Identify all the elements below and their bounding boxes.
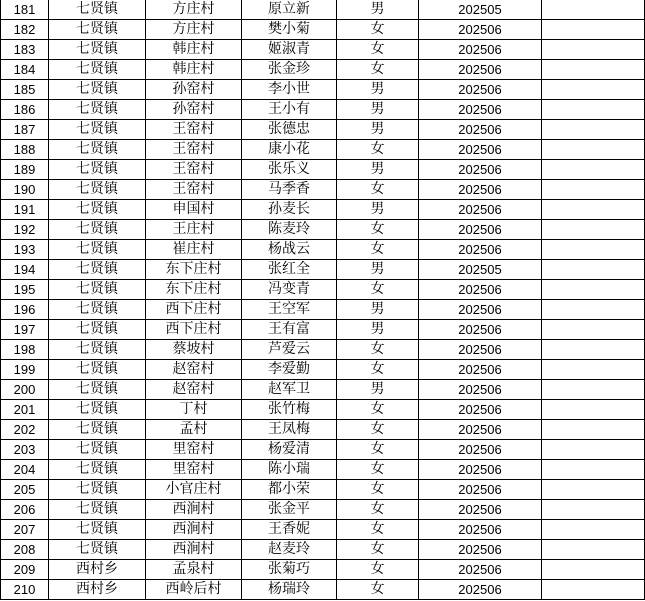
row-number-cell: 209 — [1, 560, 49, 580]
village-cell: 西下庄村 — [146, 300, 242, 320]
gender-cell: 女 — [337, 480, 419, 500]
row-number-cell: 210 — [1, 580, 49, 600]
village-cell: 韩庄村 — [146, 40, 242, 60]
gender-cell: 女 — [337, 60, 419, 80]
village-cell: 孟村 — [146, 420, 242, 440]
row-number-cell: 196 — [1, 300, 49, 320]
empty-cell — [542, 120, 645, 140]
empty-cell — [542, 460, 645, 480]
period-cell: 202506 — [419, 160, 542, 180]
village-cell: 王窑村 — [146, 120, 242, 140]
gender-cell: 女 — [337, 220, 419, 240]
empty-cell — [542, 360, 645, 380]
table-row — [1, 220, 645, 240]
town-cell: 七贤镇 — [49, 420, 146, 440]
name-cell: 张乐义 — [242, 160, 337, 180]
village-cell: 西涧村 — [146, 520, 242, 540]
name-cell: 王香妮 — [242, 520, 337, 540]
table-row — [1, 480, 645, 500]
village-cell: 申国村 — [146, 200, 242, 220]
empty-cell — [542, 100, 645, 120]
village-cell: 西涧村 — [146, 500, 242, 520]
period-cell: 202506 — [419, 580, 542, 600]
row-number-cell: 194 — [1, 260, 49, 280]
table-row — [1, 0, 645, 20]
row-number-cell: 202 — [1, 420, 49, 440]
town-cell: 七贤镇 — [49, 400, 146, 420]
empty-cell — [542, 260, 645, 280]
row-number-cell: 183 — [1, 40, 49, 60]
table-row — [1, 180, 645, 200]
gender-cell: 女 — [337, 520, 419, 540]
name-cell: 赵军卫 — [242, 380, 337, 400]
empty-cell — [542, 420, 645, 440]
village-cell: 东下庄村 — [146, 260, 242, 280]
town-cell: 七贤镇 — [49, 20, 146, 40]
period-cell: 202506 — [419, 380, 542, 400]
village-cell: 方庄村 — [146, 20, 242, 40]
town-cell: 七贤镇 — [49, 40, 146, 60]
gender-cell: 男 — [337, 80, 419, 100]
period-cell: 202506 — [419, 560, 542, 580]
name-cell: 李小世 — [242, 80, 337, 100]
period-cell: 202505 — [419, 0, 542, 20]
village-cell: 孙窑村 — [146, 80, 242, 100]
table-row — [1, 40, 645, 60]
table-row — [1, 440, 645, 460]
name-cell: 王凤梅 — [242, 420, 337, 440]
period-cell: 202506 — [419, 200, 542, 220]
name-cell: 张金平 — [242, 500, 337, 520]
village-cell: 王庄村 — [146, 220, 242, 240]
town-cell: 七贤镇 — [49, 300, 146, 320]
gender-cell: 女 — [337, 500, 419, 520]
empty-cell — [542, 320, 645, 340]
table-row — [1, 120, 645, 140]
village-cell: 王窑村 — [146, 160, 242, 180]
empty-cell — [542, 140, 645, 160]
period-cell: 202506 — [419, 40, 542, 60]
gender-cell: 女 — [337, 340, 419, 360]
town-cell: 七贤镇 — [49, 120, 146, 140]
town-cell: 七贤镇 — [49, 220, 146, 240]
period-cell: 202506 — [419, 300, 542, 320]
name-cell: 樊小菊 — [242, 20, 337, 40]
table-row — [1, 320, 645, 340]
row-number-cell: 201 — [1, 400, 49, 420]
town-cell: 七贤镇 — [49, 160, 146, 180]
name-cell: 马季香 — [242, 180, 337, 200]
town-cell: 七贤镇 — [49, 140, 146, 160]
period-cell: 202506 — [419, 220, 542, 240]
name-cell: 张红全 — [242, 260, 337, 280]
row-number-cell: 205 — [1, 480, 49, 500]
table-row — [1, 100, 645, 120]
gender-cell: 男 — [337, 320, 419, 340]
table-row — [1, 420, 645, 440]
gender-cell: 女 — [337, 40, 419, 60]
row-number-cell: 189 — [1, 160, 49, 180]
row-number-cell: 200 — [1, 380, 49, 400]
empty-cell — [542, 40, 645, 60]
gender-cell: 男 — [337, 200, 419, 220]
empty-cell — [542, 440, 645, 460]
name-cell: 张金珍 — [242, 60, 337, 80]
table-row — [1, 500, 645, 520]
row-number-cell: 184 — [1, 60, 49, 80]
empty-cell — [542, 220, 645, 240]
empty-cell — [542, 400, 645, 420]
gender-cell: 女 — [337, 180, 419, 200]
village-cell: 里窑村 — [146, 460, 242, 480]
period-cell: 202506 — [419, 120, 542, 140]
name-cell: 王小有 — [242, 100, 337, 120]
village-cell: 孟泉村 — [146, 560, 242, 580]
gender-cell: 男 — [337, 260, 419, 280]
town-cell: 七贤镇 — [49, 0, 146, 20]
town-cell: 七贤镇 — [49, 240, 146, 260]
row-number-cell: 186 — [1, 100, 49, 120]
name-cell: 陈麦玲 — [242, 220, 337, 240]
empty-cell — [542, 500, 645, 520]
empty-cell — [542, 520, 645, 540]
row-number-cell: 182 — [1, 20, 49, 40]
table-row — [1, 240, 645, 260]
table-row — [1, 400, 645, 420]
row-number-cell: 195 — [1, 280, 49, 300]
village-cell: 方庄村 — [146, 0, 242, 20]
period-cell: 202506 — [419, 520, 542, 540]
gender-cell: 女 — [337, 460, 419, 480]
town-cell: 七贤镇 — [49, 280, 146, 300]
town-cell: 七贤镇 — [49, 200, 146, 220]
row-number-cell: 191 — [1, 200, 49, 220]
town-cell: 七贤镇 — [49, 320, 146, 340]
gender-cell: 女 — [337, 140, 419, 160]
row-number-cell: 206 — [1, 500, 49, 520]
town-cell: 七贤镇 — [49, 60, 146, 80]
period-cell: 202506 — [419, 400, 542, 420]
town-cell: 七贤镇 — [49, 80, 146, 100]
period-cell: 202506 — [419, 180, 542, 200]
period-cell: 202506 — [419, 20, 542, 40]
village-cell: 赵窑村 — [146, 380, 242, 400]
table-row — [1, 20, 645, 40]
row-number-cell: 197 — [1, 320, 49, 340]
gender-cell: 女 — [337, 560, 419, 580]
period-cell: 202506 — [419, 140, 542, 160]
village-cell: 蔡坡村 — [146, 340, 242, 360]
name-cell: 王空军 — [242, 300, 337, 320]
period-cell: 202506 — [419, 100, 542, 120]
period-cell: 202506 — [419, 80, 542, 100]
name-cell: 张竹梅 — [242, 400, 337, 420]
town-cell: 七贤镇 — [49, 340, 146, 360]
row-number-cell: 198 — [1, 340, 49, 360]
period-cell: 202506 — [419, 360, 542, 380]
name-cell: 杨战云 — [242, 240, 337, 260]
empty-cell — [542, 340, 645, 360]
town-cell: 七贤镇 — [49, 440, 146, 460]
table-row — [1, 280, 645, 300]
gender-cell: 女 — [337, 440, 419, 460]
village-cell: 西岭后村 — [146, 580, 242, 600]
gender-cell: 女 — [337, 20, 419, 40]
village-cell: 丁村 — [146, 400, 242, 420]
town-cell: 七贤镇 — [49, 360, 146, 380]
village-cell: 王窑村 — [146, 140, 242, 160]
empty-cell — [542, 0, 645, 20]
village-cell: 东下庄村 — [146, 280, 242, 300]
period-cell: 202506 — [419, 340, 542, 360]
row-number-cell: 190 — [1, 180, 49, 200]
town-cell: 七贤镇 — [49, 180, 146, 200]
empty-cell — [542, 480, 645, 500]
table-row — [1, 80, 645, 100]
empty-cell — [542, 380, 645, 400]
town-cell: 西村乡 — [49, 580, 146, 600]
name-cell: 姬淑青 — [242, 40, 337, 60]
row-number-cell: 204 — [1, 460, 49, 480]
row-number-cell: 187 — [1, 120, 49, 140]
row-number-cell: 208 — [1, 540, 49, 560]
table-row — [1, 540, 645, 560]
name-cell: 陈小瑞 — [242, 460, 337, 480]
gender-cell: 女 — [337, 240, 419, 260]
period-cell: 202506 — [419, 60, 542, 80]
row-number-cell: 181 — [1, 0, 49, 20]
village-cell: 西涧村 — [146, 540, 242, 560]
name-cell: 赵麦玲 — [242, 540, 337, 560]
period-cell: 202506 — [419, 420, 542, 440]
table-row — [1, 460, 645, 480]
name-cell: 原立新 — [242, 0, 337, 20]
table-row — [1, 560, 645, 580]
gender-cell: 女 — [337, 280, 419, 300]
gender-cell: 男 — [337, 120, 419, 140]
period-cell: 202506 — [419, 280, 542, 300]
empty-cell — [542, 580, 645, 600]
period-cell: 202506 — [419, 320, 542, 340]
table-row — [1, 580, 645, 600]
village-cell: 里窑村 — [146, 440, 242, 460]
town-cell: 七贤镇 — [49, 520, 146, 540]
name-cell: 张菊巧 — [242, 560, 337, 580]
village-cell: 崔庄村 — [146, 240, 242, 260]
table-row — [1, 60, 645, 80]
town-cell: 七贤镇 — [49, 480, 146, 500]
name-cell: 芦爱云 — [242, 340, 337, 360]
empty-cell — [542, 200, 645, 220]
town-cell: 七贤镇 — [49, 460, 146, 480]
period-cell: 202506 — [419, 240, 542, 260]
empty-cell — [542, 560, 645, 580]
period-cell: 202506 — [419, 460, 542, 480]
village-cell: 孙窑村 — [146, 100, 242, 120]
name-cell: 王有富 — [242, 320, 337, 340]
empty-cell — [542, 180, 645, 200]
name-cell: 康小花 — [242, 140, 337, 160]
period-cell: 202505 — [419, 260, 542, 280]
table-row — [1, 200, 645, 220]
town-cell: 七贤镇 — [49, 100, 146, 120]
empty-cell — [542, 300, 645, 320]
row-number-cell: 193 — [1, 240, 49, 260]
period-cell: 202506 — [419, 440, 542, 460]
table-row — [1, 360, 645, 380]
gender-cell: 女 — [337, 540, 419, 560]
name-cell: 杨瑞玲 — [242, 580, 337, 600]
village-cell: 王窑村 — [146, 180, 242, 200]
gender-cell: 女 — [337, 580, 419, 600]
row-number-cell: 188 — [1, 140, 49, 160]
table-row — [1, 520, 645, 540]
row-number-cell: 192 — [1, 220, 49, 240]
period-cell: 202506 — [419, 480, 542, 500]
town-cell: 七贤镇 — [49, 380, 146, 400]
gender-cell: 男 — [337, 380, 419, 400]
name-cell: 冯变青 — [242, 280, 337, 300]
gender-cell: 男 — [337, 160, 419, 180]
empty-cell — [542, 160, 645, 180]
town-cell: 西村乡 — [49, 560, 146, 580]
name-cell: 孙麦长 — [242, 200, 337, 220]
gender-cell: 女 — [337, 360, 419, 380]
row-number-cell: 207 — [1, 520, 49, 540]
town-cell: 七贤镇 — [49, 500, 146, 520]
village-cell: 西下庄村 — [146, 320, 242, 340]
period-cell: 202506 — [419, 500, 542, 520]
empty-cell — [542, 80, 645, 100]
name-cell: 李爱勤 — [242, 360, 337, 380]
empty-cell — [542, 280, 645, 300]
row-number-cell: 199 — [1, 360, 49, 380]
empty-cell — [542, 60, 645, 80]
period-cell: 202506 — [419, 540, 542, 560]
village-cell: 小官庄村 — [146, 480, 242, 500]
empty-cell — [542, 240, 645, 260]
table-row — [1, 260, 645, 280]
table-row — [1, 160, 645, 180]
village-cell: 韩庄村 — [146, 60, 242, 80]
village-cell: 赵窑村 — [146, 360, 242, 380]
row-number-cell: 203 — [1, 440, 49, 460]
gender-cell: 女 — [337, 400, 419, 420]
gender-cell: 女 — [337, 420, 419, 440]
gender-cell: 男 — [337, 300, 419, 320]
table-body — [1, 0, 645, 600]
table-row — [1, 300, 645, 320]
name-cell: 张德忠 — [242, 120, 337, 140]
name-cell: 都小荣 — [242, 480, 337, 500]
gender-cell: 男 — [337, 100, 419, 120]
table-row — [1, 380, 645, 400]
town-cell: 七贤镇 — [49, 540, 146, 560]
name-cell: 杨爱清 — [242, 440, 337, 460]
empty-cell — [542, 20, 645, 40]
empty-cell — [542, 540, 645, 560]
row-number-cell: 185 — [1, 80, 49, 100]
table-row — [1, 340, 645, 360]
gender-cell: 男 — [337, 0, 419, 20]
table-row — [1, 140, 645, 160]
town-cell: 七贤镇 — [49, 260, 146, 280]
